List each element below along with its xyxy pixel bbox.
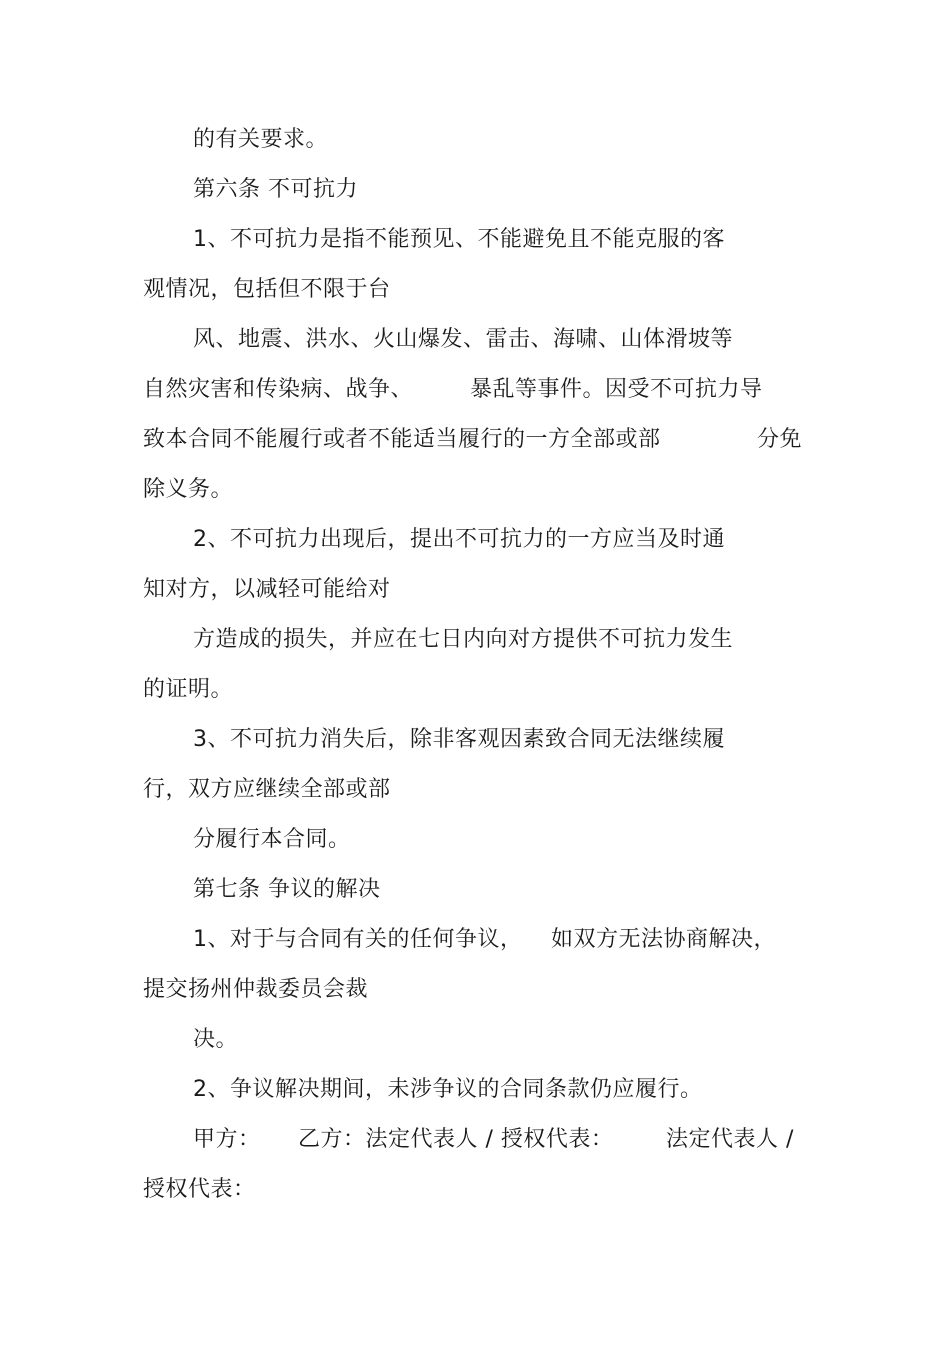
party-a-label: 甲方：: [193, 1127, 261, 1152]
text-line: 的证明。: [143, 677, 234, 702]
text-line: 决。: [193, 1027, 239, 1052]
text-line: 除义务。: [143, 477, 234, 502]
text-line: 知对方，以减轻可能给对: [143, 577, 391, 602]
section-heading-6: 第六条 不可抗力: [193, 177, 358, 202]
text-line: 致本合同不能履行或者不能适当履行的一方全部或部: [143, 427, 661, 452]
text-line: 2、不可抗力出现后，提出不可抗力的一方应当及时通: [193, 527, 725, 552]
party-b-label: 乙方：法定代表人 / 授权代表：: [298, 1127, 614, 1152]
authorized-representative-label: 授权代表：: [143, 1177, 256, 1202]
section-heading-7: 第七条 争议的解决: [193, 877, 381, 902]
text-line: 如双方无法协商解决，: [551, 927, 777, 952]
text-line: 行，双方应继续全部或部: [143, 777, 391, 802]
text-line: 2、争议解决期间，未涉争议的合同条款仍应履行。: [193, 1077, 703, 1102]
text-line: 1、不可抗力是指不能预见、不能避免且不能克服的客: [193, 227, 725, 252]
text-line: 风、地震、洪水、火山爆发、雷击、海啸、山体滑坡等: [193, 327, 734, 352]
text-line: 分履行本合同。: [193, 827, 351, 852]
legal-representative-label: 法定代表人 /: [666, 1127, 794, 1152]
text-line: 提交扬州仲裁委员会裁: [143, 977, 369, 1002]
text-line: 暴乱等事件。因受不可抗力导: [470, 377, 763, 402]
text-line: 3、不可抗力消失后，除非客观因素致合同无法继续履: [193, 727, 725, 752]
text-line: 观情况，包括但不限于台: [143, 277, 391, 302]
text-line: 分免: [757, 427, 803, 452]
text-line: 方造成的损失，并应在七日内向对方提供不可抗力发生: [193, 627, 734, 652]
text-line: 自然灾害和传染病、战争、: [143, 377, 414, 402]
text-line: 1、对于与合同有关的任何争议，: [193, 927, 523, 952]
text-line: 的有关要求。: [193, 127, 329, 152]
